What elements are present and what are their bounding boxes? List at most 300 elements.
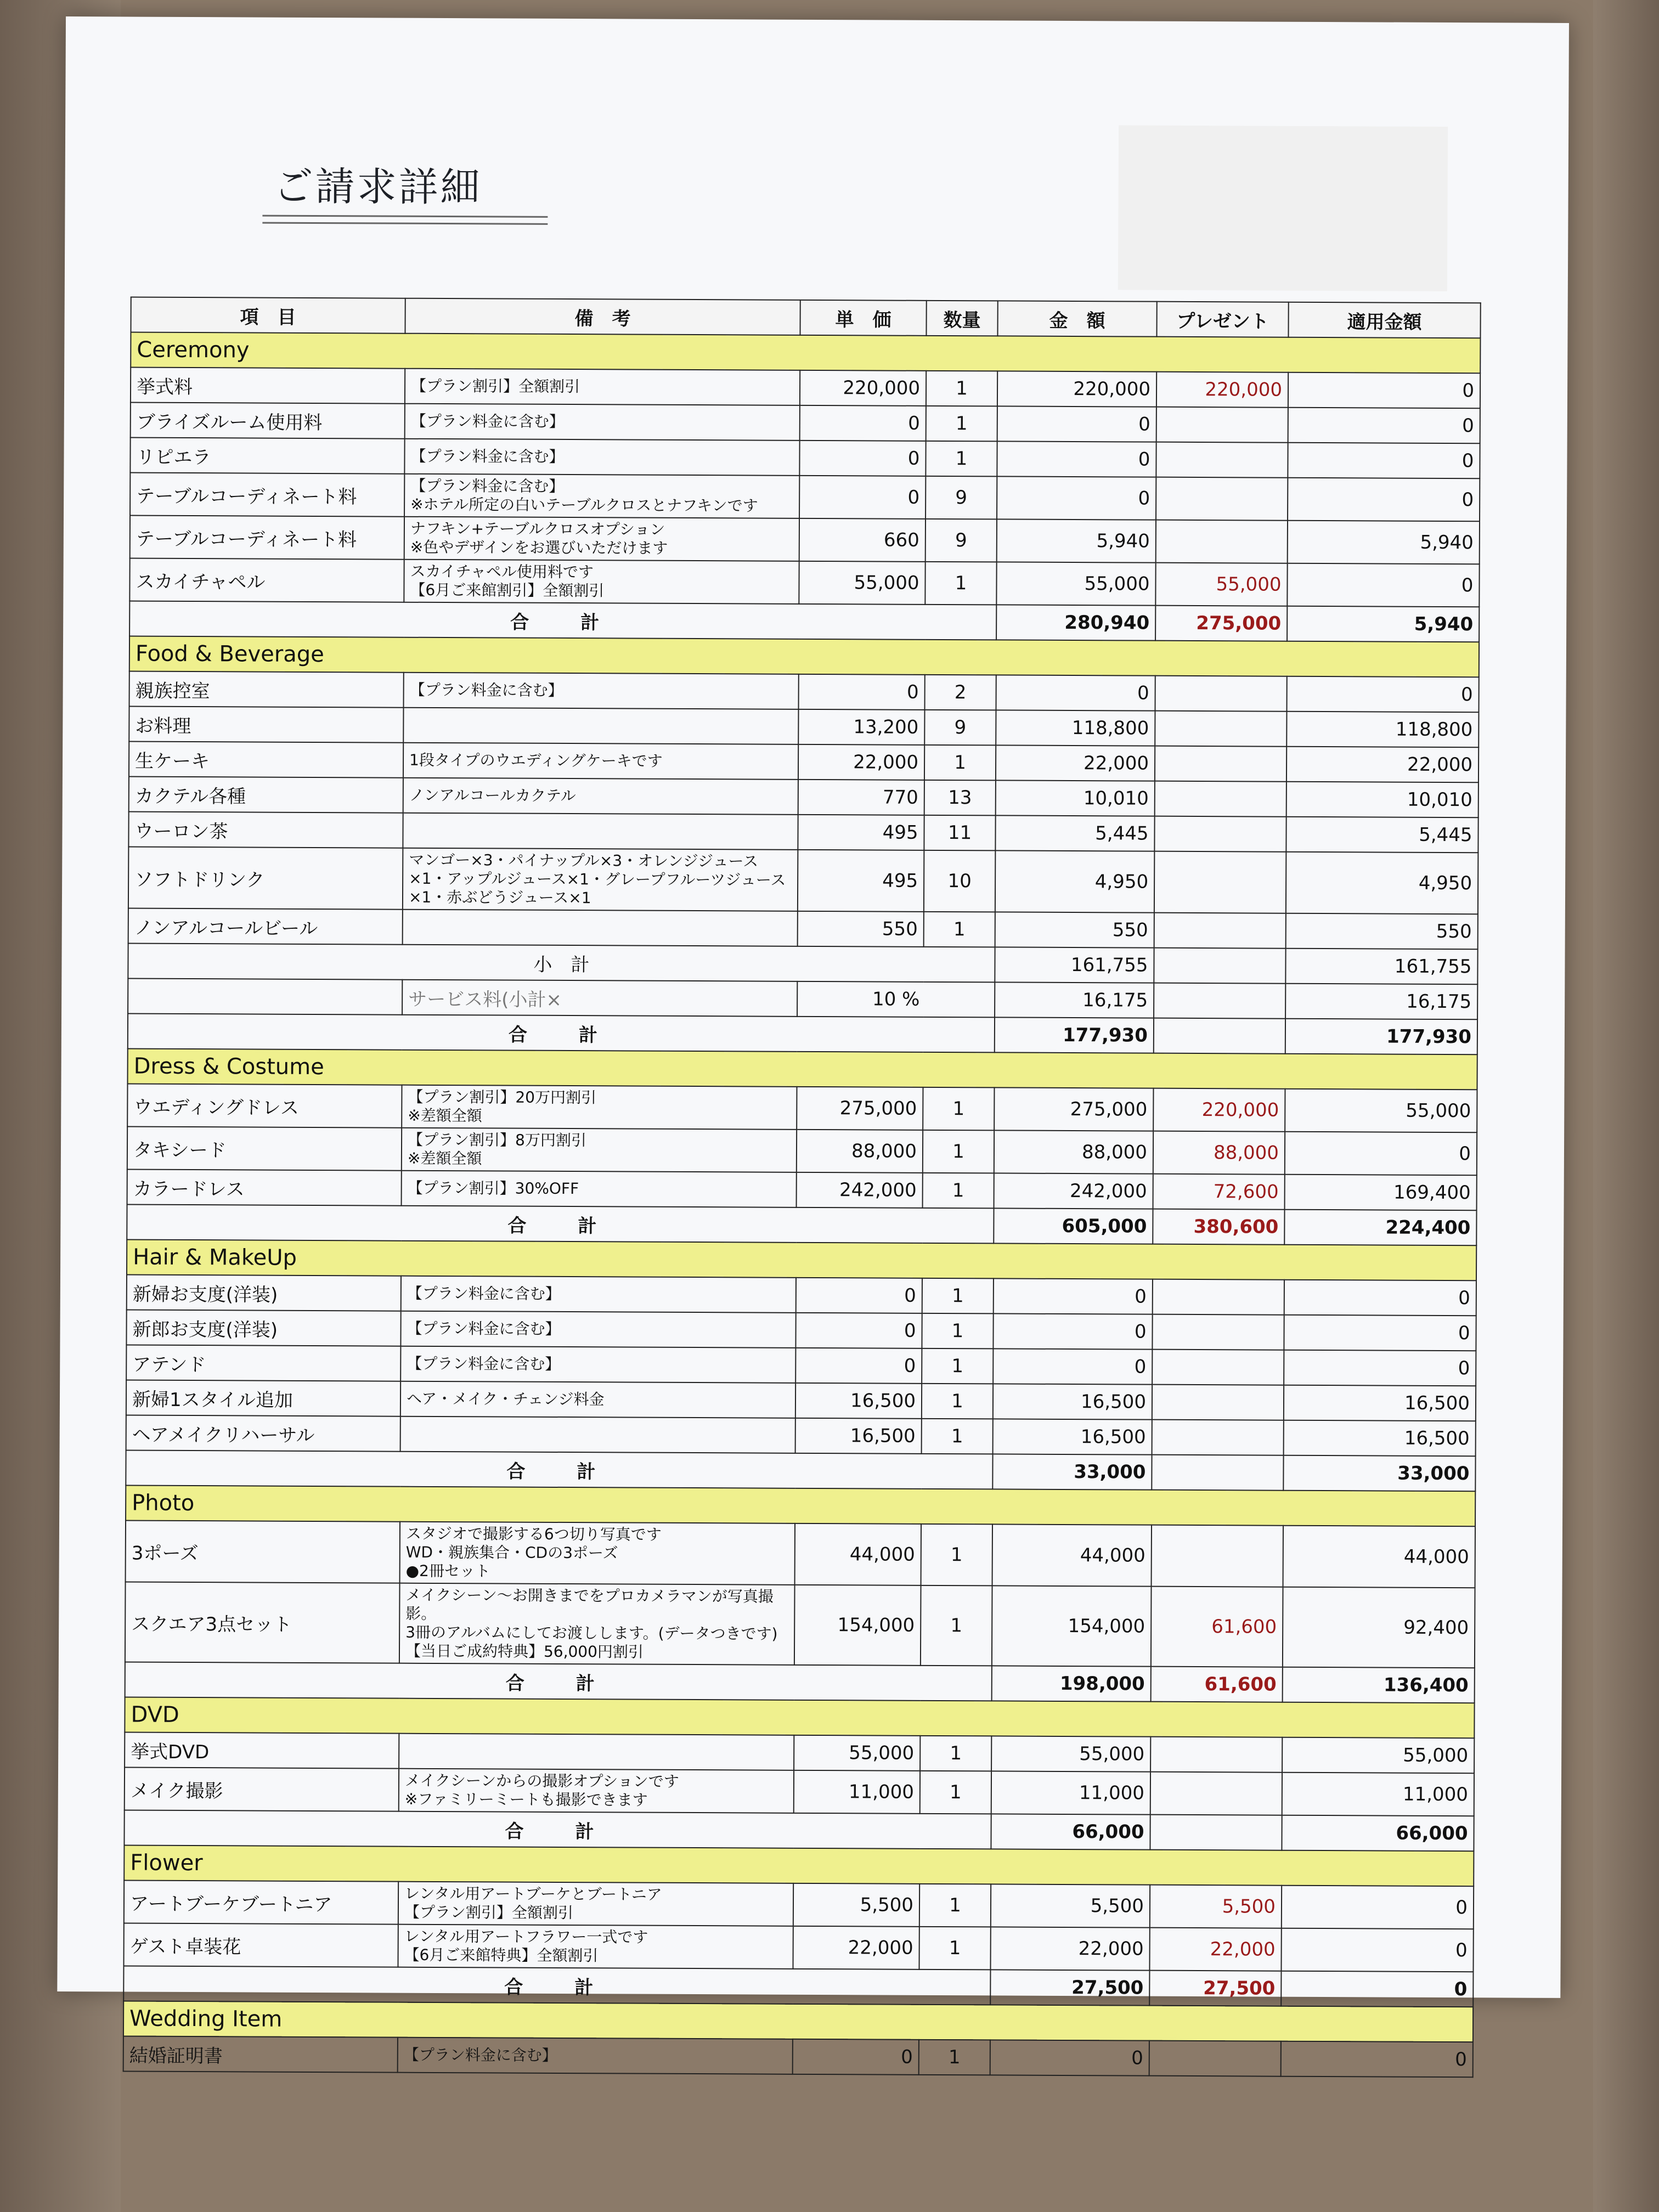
- table-row: [129, 707, 1479, 748]
- price-cell: 0: [793, 2039, 919, 2075]
- item-cell: 生ケーキ: [129, 742, 403, 778]
- invoice-paper: [57, 16, 1569, 2071]
- amount-cell: 0: [997, 476, 1156, 520]
- qty-cell: 1: [921, 1524, 992, 1586]
- amount-cell: 0: [990, 2040, 1149, 2075]
- amount-cell: 242,000: [994, 1173, 1153, 1209]
- item-cell: アテンド: [126, 1345, 400, 1381]
- table-row: [123, 1923, 1473, 1972]
- table-row: [128, 847, 1478, 915]
- total-amount: 66,000: [991, 1814, 1150, 1849]
- present-cell: [1155, 711, 1286, 747]
- item-cell: 挙式DVD: [125, 1732, 399, 1768]
- applied-cell: 22,000: [1286, 747, 1479, 783]
- total-present: [1154, 1018, 1285, 1054]
- item-cell: テーブルコーディネート料: [130, 473, 404, 517]
- amount-cell: 88,000: [994, 1130, 1153, 1173]
- applied-cell: 169,400: [1285, 1175, 1477, 1211]
- present-cell: 55,000: [1155, 563, 1287, 606]
- section-title: Hair & MakeUp: [127, 1240, 1476, 1281]
- total-row: [124, 1810, 1474, 1851]
- present-cell: [1149, 2041, 1281, 2076]
- note-cell: ナフキン+テーブルクロスオプション ※色やデザインをお選びいただけます: [404, 517, 799, 561]
- subtotal-amount: 161,755: [995, 947, 1154, 983]
- section-title: Flower: [124, 1845, 1474, 1886]
- header-row: [131, 297, 1480, 338]
- section-header: [127, 1240, 1476, 1281]
- note-cell: 【プラン料金に含む】: [398, 2038, 793, 2074]
- present-cell: 72,600: [1153, 1174, 1285, 1210]
- section-title: Photo: [126, 1486, 1475, 1527]
- service-amount: 16,175: [995, 982, 1154, 1018]
- note-cell: レンタル用アートブーケとブートニア 【プラン割引】全額割引: [398, 1882, 793, 1926]
- table-row: [127, 1170, 1477, 1211]
- service-spacer: [128, 979, 402, 1015]
- amount-cell: 55,000: [996, 562, 1155, 605]
- item-cell: スクエア3点セット: [125, 1582, 400, 1663]
- present-cell: [1152, 1525, 1283, 1587]
- item-cell: テーブルコーディネート料: [130, 516, 404, 560]
- item-cell: ウーロン茶: [128, 812, 403, 848]
- section-header: [129, 636, 1479, 678]
- applied-cell: 16,500: [1284, 1385, 1476, 1421]
- amount-cell: 0: [994, 1278, 1153, 1314]
- amount-cell: 0: [997, 441, 1156, 477]
- table-row: [130, 473, 1480, 522]
- note-cell: 【プラン割引】8万円割引 ※差額全額: [402, 1128, 797, 1172]
- present-cell: [1153, 1279, 1284, 1315]
- applied-cell: 550: [1286, 913, 1478, 950]
- price-cell: 0: [795, 1348, 922, 1384]
- qty-cell: 1: [919, 1884, 991, 1927]
- present-cell: [1152, 1350, 1284, 1385]
- price-cell: 16,500: [795, 1383, 922, 1419]
- invoice-body: [123, 332, 1481, 2078]
- total-amount: 605,000: [994, 1208, 1153, 1244]
- total-row: [126, 1451, 1475, 1492]
- note-cell: 【プラン料金に含む】 ※ホテル所定の白いテーブルクロスとナフキンです: [404, 474, 799, 518]
- price-cell: 550: [798, 911, 924, 947]
- amount-cell: 0: [993, 1313, 1152, 1349]
- table-row: [125, 1582, 1475, 1668]
- table-row: [129, 672, 1479, 713]
- qty-cell: 10: [924, 850, 995, 912]
- note-cell: レンタル用アートフラワー一式です 【6月ご来館特典】全額割引: [398, 1925, 793, 1969]
- item-cell: ウエディングドレス: [127, 1084, 402, 1128]
- qty-cell: 1: [923, 1173, 994, 1209]
- total-present: 380,600: [1153, 1209, 1284, 1245]
- present-cell: [1156, 477, 1288, 521]
- qty-cell: 1: [921, 1585, 992, 1666]
- applied-cell: 55,000: [1282, 1737, 1474, 1774]
- applied-cell: 0: [1286, 676, 1479, 713]
- qty-cell: 1: [924, 745, 996, 781]
- price-cell: 275,000: [797, 1087, 923, 1130]
- table-row: [128, 909, 1478, 950]
- total-present: 61,600: [1151, 1667, 1283, 1702]
- present-cell: [1156, 520, 1288, 563]
- applied-cell: 0: [1288, 373, 1480, 409]
- desk-right: [1593, 0, 1659, 2212]
- table-row: [128, 812, 1478, 853]
- section-title: DVD: [125, 1697, 1474, 1738]
- price-cell: 0: [796, 1278, 922, 1313]
- applied-cell: 5,940: [1288, 521, 1480, 565]
- service-applied: 16,175: [1285, 984, 1477, 1020]
- applied-cell: 0: [1281, 1928, 1473, 1972]
- item-cell: スカイチャペル: [129, 558, 404, 602]
- section-header: [125, 1697, 1474, 1738]
- total-applied: 66,000: [1282, 1815, 1474, 1852]
- note-cell: [400, 1417, 795, 1453]
- qty-cell: 1: [922, 1384, 993, 1419]
- total-row: [129, 601, 1479, 642]
- qty-cell: 1: [922, 1419, 993, 1454]
- present-cell: [1150, 1772, 1282, 1815]
- price-cell: 770: [798, 780, 924, 815]
- table-row: [127, 1275, 1476, 1316]
- qty-cell: 2: [925, 675, 996, 710]
- note-cell: ノンアルコールカクテル: [403, 778, 798, 815]
- amount-cell: 5,445: [995, 815, 1154, 851]
- item-cell: ヘアメイクリハーサル: [126, 1415, 400, 1452]
- service-label: サービス料(小計×: [402, 980, 797, 1017]
- qty-cell: 1: [926, 406, 997, 442]
- table-row: [126, 1310, 1476, 1351]
- present-cell: 88,000: [1153, 1131, 1285, 1175]
- item-cell: お料理: [129, 707, 403, 743]
- title-underline: [262, 215, 548, 225]
- redacted-area: [1118, 125, 1448, 291]
- total-label: 合 計: [125, 1662, 992, 1701]
- note-cell: スタジオで撮影する6つ切り写真です WD・親族集合・CDの3ポーズ ●2冊セット: [400, 1522, 795, 1585]
- amount-cell: 0: [997, 406, 1156, 442]
- note-cell: 【プラン料金に含む】: [405, 404, 800, 441]
- note-cell: マンゴー×3・パイナップル×3・オレンジジュース×1・アップルジュース×1・グレープフルーツジュース×1・赤ぶどうジュース×1: [403, 848, 798, 911]
- note-cell: ヘア・メイク・チェンジ料金: [400, 1381, 795, 1418]
- amount-cell: 22,000: [990, 1927, 1149, 1970]
- header-qty: 数量: [926, 301, 997, 336]
- present-cell: 220,000: [1156, 372, 1288, 408]
- total-label: 合 計: [123, 1966, 990, 2005]
- present-cell: [1154, 913, 1286, 949]
- amount-cell: 550: [995, 912, 1154, 947]
- table-row: [131, 368, 1480, 409]
- present-cell: [1155, 781, 1286, 817]
- price-cell: 0: [799, 441, 926, 476]
- present-cell: [1154, 816, 1286, 852]
- amount-cell: 0: [996, 675, 1155, 710]
- header-item: 項 目: [131, 297, 405, 334]
- amount-cell: 118,800: [996, 710, 1155, 746]
- qty-cell: 1: [922, 1313, 993, 1349]
- note-cell: [403, 708, 798, 744]
- price-cell: 220,000: [800, 370, 926, 406]
- present-cell: [1156, 442, 1288, 478]
- table-row: [126, 1415, 1476, 1457]
- qty-cell: 1: [922, 1348, 993, 1384]
- total-amount: 177,930: [995, 1017, 1154, 1053]
- price-cell: 495: [798, 815, 924, 850]
- header-amount: 金 額: [997, 301, 1156, 336]
- note-cell: 【プラン料金に含む】: [400, 1346, 795, 1383]
- table-row: [124, 1880, 1474, 1929]
- price-cell: 13,200: [798, 709, 924, 745]
- present-cell: [1156, 407, 1288, 443]
- total-present: [1150, 1815, 1282, 1850]
- header-price: 単 価: [800, 300, 926, 336]
- applied-cell: 44,000: [1283, 1526, 1475, 1588]
- qty-cell: 1: [919, 1927, 990, 1970]
- item-cell: 親族控室: [129, 672, 404, 708]
- item-cell: アートブーケブートニア: [124, 1880, 398, 1924]
- applied-cell: 0: [1282, 1886, 1474, 1929]
- section-title: Ceremony: [131, 332, 1480, 374]
- total-row: [125, 1662, 1475, 1703]
- applied-cell: 0: [1284, 1315, 1476, 1351]
- present-cell: 5,500: [1150, 1885, 1282, 1928]
- item-cell: 新婦お支度(洋装): [127, 1275, 401, 1311]
- invoice-table: [123, 297, 1481, 2078]
- note-cell: 【プラン割引】30%OFF: [402, 1171, 797, 1207]
- total-applied: 224,400: [1284, 1210, 1476, 1246]
- table-row: [127, 1084, 1477, 1133]
- table-row: [126, 1380, 1476, 1421]
- table-row: [129, 742, 1479, 783]
- service-rate: 10 %: [797, 981, 995, 1018]
- amount-cell: 10,010: [996, 780, 1155, 816]
- present-cell: [1152, 1420, 1284, 1455]
- amount-cell: 11,000: [991, 1771, 1150, 1814]
- amount-cell: 44,000: [992, 1524, 1152, 1586]
- qty-cell: 9: [924, 710, 996, 746]
- note-cell: [403, 910, 798, 946]
- amount-cell: 5,500: [991, 1884, 1150, 1927]
- applied-cell: 4,950: [1286, 852, 1478, 915]
- qty-cell: 1: [920, 1771, 991, 1814]
- qty-cell: 1: [926, 371, 997, 407]
- table-row: [125, 1732, 1474, 1773]
- total-row: [127, 1205, 1476, 1246]
- item-cell: 結婚証明書: [123, 2036, 398, 2072]
- total-applied: 177,930: [1285, 1019, 1477, 1055]
- item-cell: ブライズルーム使用料: [131, 403, 405, 439]
- table-row: [123, 2036, 1473, 2077]
- item-cell: 新郎お支度(洋装): [126, 1310, 400, 1346]
- price-cell: 22,000: [793, 1926, 919, 1970]
- item-cell: メイク撮影: [125, 1767, 399, 1811]
- price-cell: 0: [795, 1313, 922, 1348]
- price-cell: 16,500: [795, 1418, 922, 1454]
- qty-cell: 1: [924, 912, 995, 947]
- price-cell: 0: [800, 405, 926, 441]
- price-cell: 11,000: [794, 1770, 920, 1814]
- amount-cell: 154,000: [992, 1585, 1152, 1666]
- total-amount: 198,000: [992, 1666, 1151, 1701]
- price-cell: 660: [799, 518, 926, 562]
- applied-cell: 5,445: [1286, 817, 1478, 853]
- total-row: [128, 1014, 1477, 1055]
- present-cell: 61,600: [1151, 1587, 1283, 1667]
- section-header: [131, 332, 1480, 374]
- table-row: [125, 1767, 1474, 1816]
- applied-cell: 0: [1287, 563, 1479, 607]
- total-label: 合 計: [127, 1205, 994, 1244]
- item-cell: 挙式料: [131, 368, 405, 404]
- price-cell: 22,000: [798, 744, 924, 780]
- item-cell: ゲスト卓装花: [123, 1923, 398, 1967]
- section-title: Wedding Item: [123, 2001, 1473, 2042]
- applied-cell: 55,000: [1285, 1089, 1477, 1133]
- total-present: [1152, 1455, 1283, 1491]
- item-cell: ノンアルコールビール: [128, 909, 403, 945]
- note-cell: 【プラン料金に含む】: [404, 439, 799, 476]
- item-cell: タキシード: [127, 1127, 402, 1171]
- table-row: [127, 1127, 1477, 1176]
- price-cell: 242,000: [797, 1172, 923, 1208]
- applied-cell: 0: [1288, 408, 1480, 444]
- service-present: [1154, 983, 1285, 1019]
- subtotal-present: [1154, 948, 1285, 984]
- item-cell: ソフトドリンク: [128, 847, 403, 910]
- total-label: 合 計: [124, 1810, 991, 1849]
- price-cell: 55,000: [799, 561, 925, 605]
- item-cell: 3ポーズ: [126, 1521, 400, 1583]
- applied-cell: 10,010: [1286, 782, 1479, 818]
- total-amount: 33,000: [992, 1454, 1152, 1489]
- present-cell: 220,000: [1153, 1088, 1285, 1132]
- applied-cell: 0: [1281, 2041, 1473, 2078]
- total-row: [123, 1966, 1473, 2007]
- qty-cell: 1: [923, 1130, 994, 1173]
- applied-cell: 0: [1288, 443, 1480, 479]
- qty-cell: 9: [926, 476, 997, 520]
- note-cell: [403, 813, 798, 850]
- price-cell: 44,000: [795, 1523, 921, 1585]
- applied-cell: 11,000: [1282, 1773, 1474, 1816]
- amount-cell: 55,000: [991, 1736, 1150, 1771]
- applied-cell: 0: [1288, 478, 1480, 522]
- table-row: [130, 516, 1480, 565]
- subtotal-row: [128, 944, 1477, 985]
- qty-cell: 1: [922, 1278, 994, 1314]
- note-cell: 【プラン料金に含む】: [400, 1311, 795, 1348]
- applied-cell: 0: [1285, 1132, 1477, 1176]
- note-cell: スカイチャペル使用料です 【6月ご来館割引】全額割引: [404, 560, 799, 604]
- total-present: 275,000: [1155, 606, 1287, 641]
- amount-cell: 16,500: [993, 1384, 1152, 1419]
- total-applied: 5,940: [1287, 606, 1479, 642]
- qty-cell: 9: [926, 519, 997, 562]
- table-row: [126, 1521, 1475, 1588]
- total-label: 合 計: [128, 1014, 995, 1053]
- note-cell: [399, 1734, 794, 1770]
- item-cell: リピエラ: [130, 438, 404, 474]
- applied-cell: 0: [1284, 1280, 1476, 1316]
- section-header: [128, 1049, 1477, 1090]
- price-cell: 154,000: [794, 1585, 921, 1666]
- table-row: [129, 777, 1479, 818]
- note-cell: 【プラン割引】20万円割引 ※差額全額: [402, 1085, 797, 1130]
- table-row: [129, 558, 1479, 607]
- price-cell: 0: [799, 674, 925, 710]
- qty-cell: 13: [924, 780, 996, 816]
- total-label: 合 計: [129, 601, 996, 640]
- present-cell: [1152, 1314, 1284, 1350]
- present-cell: [1150, 1737, 1282, 1773]
- price-cell: 55,000: [794, 1735, 920, 1771]
- header-note: 備 考: [405, 298, 800, 335]
- total-label: 合 計: [126, 1451, 992, 1489]
- applied-cell: 0: [1284, 1350, 1476, 1386]
- applied-cell: 118,800: [1286, 712, 1479, 748]
- header-applied: 適用金額: [1288, 302, 1480, 338]
- total-amount: 27,500: [990, 1970, 1149, 2005]
- amount-cell: 16,500: [993, 1419, 1152, 1454]
- price-cell: 0: [799, 476, 926, 519]
- amount-cell: 220,000: [997, 371, 1156, 407]
- qty-cell: 1: [923, 1087, 994, 1131]
- applied-cell: 92,400: [1283, 1587, 1475, 1668]
- section-title: Dress & Costume: [128, 1049, 1477, 1090]
- total-present: 27,500: [1149, 1971, 1281, 2006]
- total-applied: 0: [1281, 1971, 1473, 2007]
- section-title: Food & Beverage: [129, 636, 1479, 678]
- amount-cell: 0: [993, 1348, 1152, 1384]
- section-header: [126, 1486, 1475, 1527]
- amount-cell: 275,000: [994, 1087, 1153, 1131]
- price-cell: 495: [798, 850, 924, 912]
- note-cell: 【プラン料金に含む】: [404, 673, 799, 709]
- qty-cell: 1: [920, 1736, 991, 1771]
- price-cell: 88,000: [797, 1130, 923, 1173]
- section-header: [123, 2001, 1473, 2042]
- price-cell: 5,500: [793, 1883, 919, 1927]
- item-cell: カクテル各種: [129, 777, 403, 813]
- qty-cell: 11: [924, 815, 995, 851]
- present-cell: [1155, 676, 1286, 712]
- note-cell: メイクシーンからの撮影オプションです ※ファミリーミートも撮影できます: [399, 1769, 794, 1813]
- subtotal-applied: 161,755: [1285, 949, 1477, 985]
- total-amount: 280,940: [996, 605, 1155, 640]
- section-header: [124, 1845, 1474, 1886]
- item-cell: カラードレス: [127, 1170, 402, 1206]
- service-row: [128, 979, 1477, 1020]
- qty-cell: 1: [926, 441, 997, 477]
- total-applied: 136,400: [1283, 1667, 1475, 1703]
- table-row: [126, 1345, 1476, 1386]
- qty-cell: 1: [919, 2040, 990, 2075]
- qty-cell: 1: [925, 562, 996, 605]
- note-cell: 【プラン割引】全額割引: [405, 369, 800, 405]
- present-cell: [1154, 851, 1286, 913]
- present-cell: [1155, 746, 1286, 782]
- note-cell: 1段タイプのウエディングケーキです: [403, 743, 798, 780]
- item-cell: 新婦1スタイル追加: [126, 1380, 400, 1417]
- applied-cell: 16,500: [1284, 1420, 1476, 1457]
- subtotal-label: 小 計: [128, 944, 995, 983]
- total-applied: 33,000: [1283, 1455, 1475, 1492]
- note-cell: メイクシーン〜お開きまでをプロカメラマンが写真撮影。 3冊のアルバムにしてお渡しします。(データつきです) 【当日ご成約特典】56,000円割引: [399, 1583, 795, 1665]
- amount-cell: 4,950: [995, 850, 1154, 912]
- present-cell: 22,000: [1149, 1928, 1281, 1971]
- table-row: [130, 438, 1480, 479]
- table-row: [131, 403, 1480, 444]
- note-cell: 【プラン料金に含む】: [401, 1276, 796, 1313]
- page-title: ご請求詳細: [273, 163, 482, 211]
- amount-cell: 5,940: [997, 519, 1156, 562]
- present-cell: [1152, 1385, 1284, 1420]
